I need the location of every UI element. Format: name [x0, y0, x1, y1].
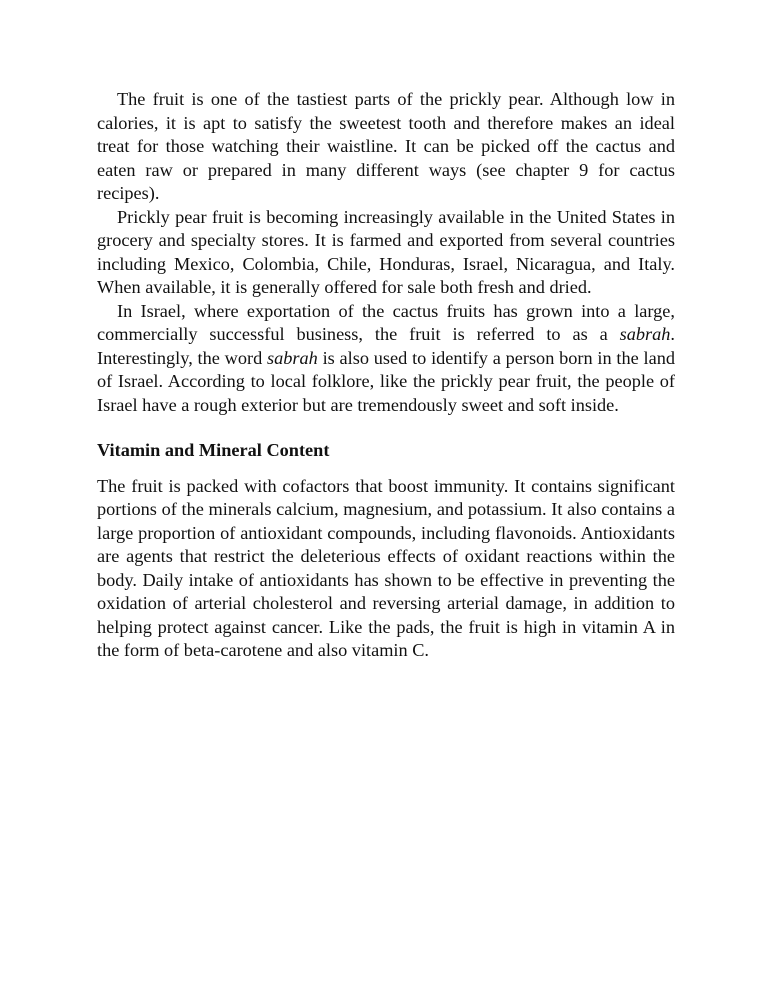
section-heading: Vitamin and Mineral Content: [97, 440, 330, 460]
paragraph-fruit-tastiest: The fruit is one of the tastiest parts of the prickly pear. Although low in calories, it is apt to satisfy the sweetest tooth and therefore makes an ideal treat for those watching their waistline. It can be picked off the cactus and eaten raw or prepared in many different ways (see chapter 9 for cactus recipes).: [97, 89, 675, 203]
paragraph-text: In Israel, where exportation of the cactus fruits has grown into a large, commercially successful business, the fruit is referred to as a: [97, 300, 675, 344]
paragraph-text: . Interestingly, the word: [97, 324, 675, 368]
paragraph-fruit-availability: Prickly pear fruit is becoming increasingly available in the United States in grocery and specialty stores. It is farmed and exported from several countries including Mexico, Colombia, Chile, Honduras, Israel, Nicaragua, and Italy. When available, it is generally offered for sale both fresh and dried.: [97, 206, 675, 297]
paragraph-text: is also used to identify a person born in the land of Israel. According to local folklore, like the prickly pear fruit, the people of Israel have a rough exterior but are tremendously sweet and soft inside.: [97, 347, 675, 415]
term-sabrah: sabrah: [267, 347, 318, 368]
page-body: [97, 88, 675, 663]
term-sabrah: sabrah: [619, 324, 671, 344]
paragraph-israel-sabrah: [97, 300, 675, 418]
paragraph-vitamin-mineral: The fruit is packed with cofactors that boost immunity. It contains significant portions of the minerals calcium, magnesium, and potassium. It also contains a large proportion of antioxidant compounds, including flavonoids. Antioxidants are agents that restrict the deleterious effects of oxidant reactions within the body. Daily intake of antioxidants has shown to be effective in preventing the oxidation of arterial cholesterol and reversing arterial damage, in addition to helping protect against cancer. Like the pads, the fruit is high in vitamin A in the form of beta-carotene and also vitamin C.: [97, 475, 675, 660]
